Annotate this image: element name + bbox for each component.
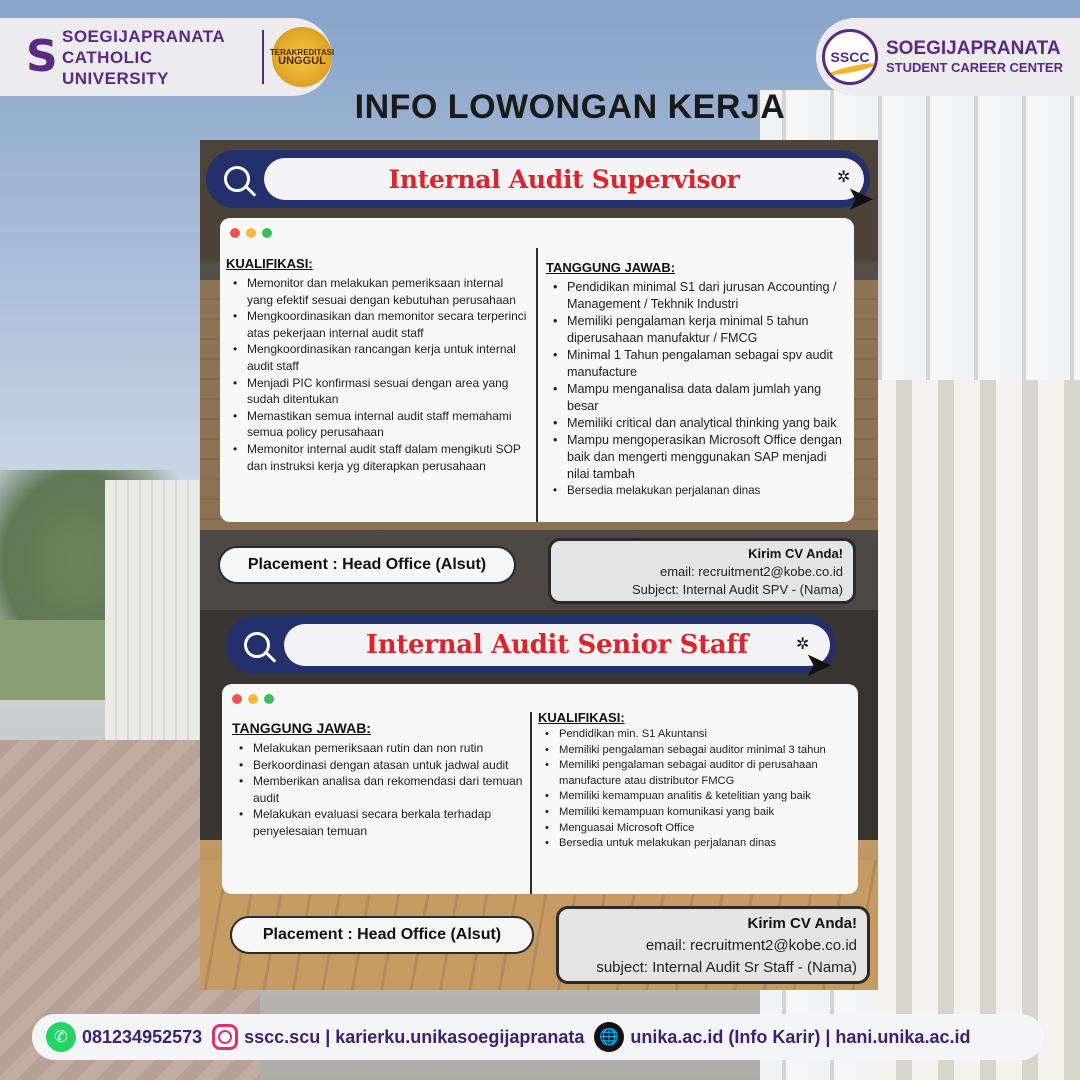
job2-left-heading: TANGGUNG JAWAB:: [232, 720, 371, 736]
job2-send-cv: [556, 906, 870, 984]
job2-send-title: Kirim CV Anda!: [747, 915, 857, 932]
list-item: • Menguasai Microsoft Office: [538, 821, 856, 837]
list-item: • Bersedia untuk melakukan perjalanan dinas: [538, 836, 856, 852]
job1-card: [220, 218, 854, 522]
job2-send-email: email: recruitment2@kobe.co.id: [645, 937, 857, 954]
list-item: • Mengkoordinasikan dan memonitor secara terperinci atas pekerjaan internal audit staff: [226, 308, 532, 341]
footer-social: sscc.scu | karierku.unikasoegijapranata: [244, 1026, 585, 1047]
career-center-line2: STUDENT CAREER CENTER: [886, 60, 1063, 75]
scu-logo-letter: S: [26, 31, 58, 82]
yellow-dot: [246, 228, 256, 238]
job2-search-button: [226, 616, 288, 674]
list-item: • Memonitor dan melakukan pemeriksaan internal yang efektif sesuai dengan kebutuhan perusahaan: [226, 275, 532, 308]
job1-right-heading: TANGGUNG JAWAB:: [546, 260, 676, 275]
scu-logo-mark: [26, 31, 58, 82]
sscc-logo-mark: [822, 29, 878, 85]
list-item: • Melakukan evaluasi secara berkala terhadap penyelesaian temuan: [232, 806, 524, 839]
list-item: • Memiliki pengalaman kerja minimal 5 tahun diperusahaan manufaktur / FMCG: [546, 313, 852, 347]
job1-send-subject: Subject: Internal Audit SPV - (Nama): [632, 582, 843, 597]
job1-title: Internal Audit Supervisor: [388, 164, 740, 194]
list-item: • Bersedia melakukan perjalanan dinas: [546, 483, 852, 499]
list-item: • Menjadi PIC konfirmasi sesuai dengan area yang sudah ditentukan: [226, 375, 532, 408]
badge-line2: UNGGUL: [278, 55, 326, 67]
job2-send-subject: subject: Internal Audit Sr Staff - (Nama): [596, 959, 857, 976]
list-item: • Memiliki kemampuan analitis & ketelitian yang baik: [538, 789, 856, 805]
job2-title-field: [284, 624, 830, 666]
job1-left-column: [226, 256, 532, 474]
page-title: INFO LOWONGAN KERJA: [354, 88, 786, 126]
job1-send-title: Kirim CV Anda!: [748, 546, 843, 561]
window-dots: [230, 228, 272, 238]
job2-card: [222, 684, 858, 894]
logo-divider: [262, 30, 264, 84]
sparkle-icon: ✲: [837, 169, 851, 186]
red-dot: [232, 694, 242, 704]
job2-placement: [230, 916, 534, 954]
cursor-icon: ➤: [804, 646, 833, 684]
sparkle-icon: ✲: [796, 636, 810, 653]
list-item: • Memiliki pengalaman sebagai auditor minimal 3 tahun: [538, 743, 856, 759]
job1-placement-text: Placement : Head Office (Alsut): [247, 556, 487, 573]
search-icon: [224, 166, 250, 192]
job2-left-column: [232, 720, 524, 840]
career-center-logo: [816, 18, 1080, 96]
job2-right-heading: KUALIFIKASI:: [538, 710, 625, 725]
sscc-abbr: SSCC: [830, 49, 870, 65]
list-item: • Memiliki kemampuan komunikasi yang baik: [538, 805, 856, 821]
footer-phone: 081234952573: [82, 1026, 203, 1047]
cursor-icon: ➤: [846, 180, 875, 218]
contact-footer: [32, 1014, 1044, 1060]
list-item: • Memiliki critical dan analytical thinking yang baik: [546, 415, 852, 432]
job1-title-bar: [206, 150, 870, 208]
instagram-icon: [212, 1024, 238, 1050]
window-dots: [232, 694, 274, 704]
list-item: • Minimal 1 Tahun pengalaman sebagai spv audit manufacture: [546, 347, 852, 381]
job1-left-heading: KUALIFIKASI:: [226, 256, 313, 271]
job1-right-column: [546, 260, 852, 499]
list-item: • Memberikan analisa dan rekomendasi dari temuan audit: [232, 773, 524, 806]
list-item: • Memastikan semua internal audit staff memahami semua policy perusahaan: [226, 408, 532, 441]
career-center-line1: SOEGIJAPRANATA: [886, 38, 1061, 59]
job1-placement: [218, 546, 516, 584]
list-item: • Mampu menganalisa data dalam jumlah yang besar: [546, 381, 852, 415]
list-item: • Berkoordinasi dengan atasan untuk jadwal audit: [232, 757, 524, 774]
university-name: [62, 26, 252, 89]
list-item: • Pendidikan min. S1 Akuntansi: [538, 727, 856, 743]
yellow-dot: [248, 694, 258, 704]
whatsapp-icon: ✆: [46, 1022, 76, 1052]
column-divider: [530, 712, 532, 894]
job1-title-field: [264, 158, 864, 200]
job2-title-bar: [226, 616, 836, 674]
footer-web: unika.ac.id (Info Karir) | hani.unika.ac.id: [630, 1026, 971, 1047]
globe-icon: 🌐: [594, 1022, 624, 1052]
job1-send-email: email: recruitment2@kobe.co.id: [660, 564, 843, 579]
column-divider: [536, 248, 538, 522]
university-logo: [0, 18, 335, 96]
list-item: • Memiliki pengalaman sebagai auditor di perusahaan manufacture atau distributor FMCG: [538, 758, 856, 789]
job1-search-button: [206, 150, 268, 208]
job2-placement-text: Placement : Head Office (Alsut): [262, 926, 502, 943]
list-item: • Pendidikan minimal S1 dari jurusan Accounting / Management / Tekhnik Industri: [546, 279, 852, 313]
search-icon: [244, 632, 270, 658]
red-dot: [230, 228, 240, 238]
accreditation-badge: [269, 27, 335, 87]
job-poster: [200, 140, 878, 990]
job2-title: Internal Audit Senior Staff: [365, 630, 749, 660]
career-center-name: [886, 38, 1063, 76]
university-name-line1: SOEGIJAPRANATA: [62, 26, 226, 46]
list-item: • Mengkoordinasikan rancangan kerja untuk internal audit staff: [226, 341, 532, 374]
list-item: • Memonitor internal audit staff dalam mengikuti SOP dan instruksi kerja yg diterapkan perusahaan: [226, 441, 532, 474]
job2-right-column: [538, 710, 856, 852]
badge-line1: TERAKREDITASI: [269, 48, 335, 57]
list-item: • Melakukan pemeriksaan rutin dan non rutin: [232, 740, 524, 757]
university-name-line2: CATHOLIC UNIVERSITY: [62, 47, 170, 88]
list-item: • Mampu mengoperasikan Microsoft Office dengan baik dan mengerti menggunakan SAP menjadi nilai tambah: [546, 432, 852, 483]
green-dot: [262, 228, 272, 238]
job1-send-cv: [548, 538, 856, 604]
green-dot: [264, 694, 274, 704]
